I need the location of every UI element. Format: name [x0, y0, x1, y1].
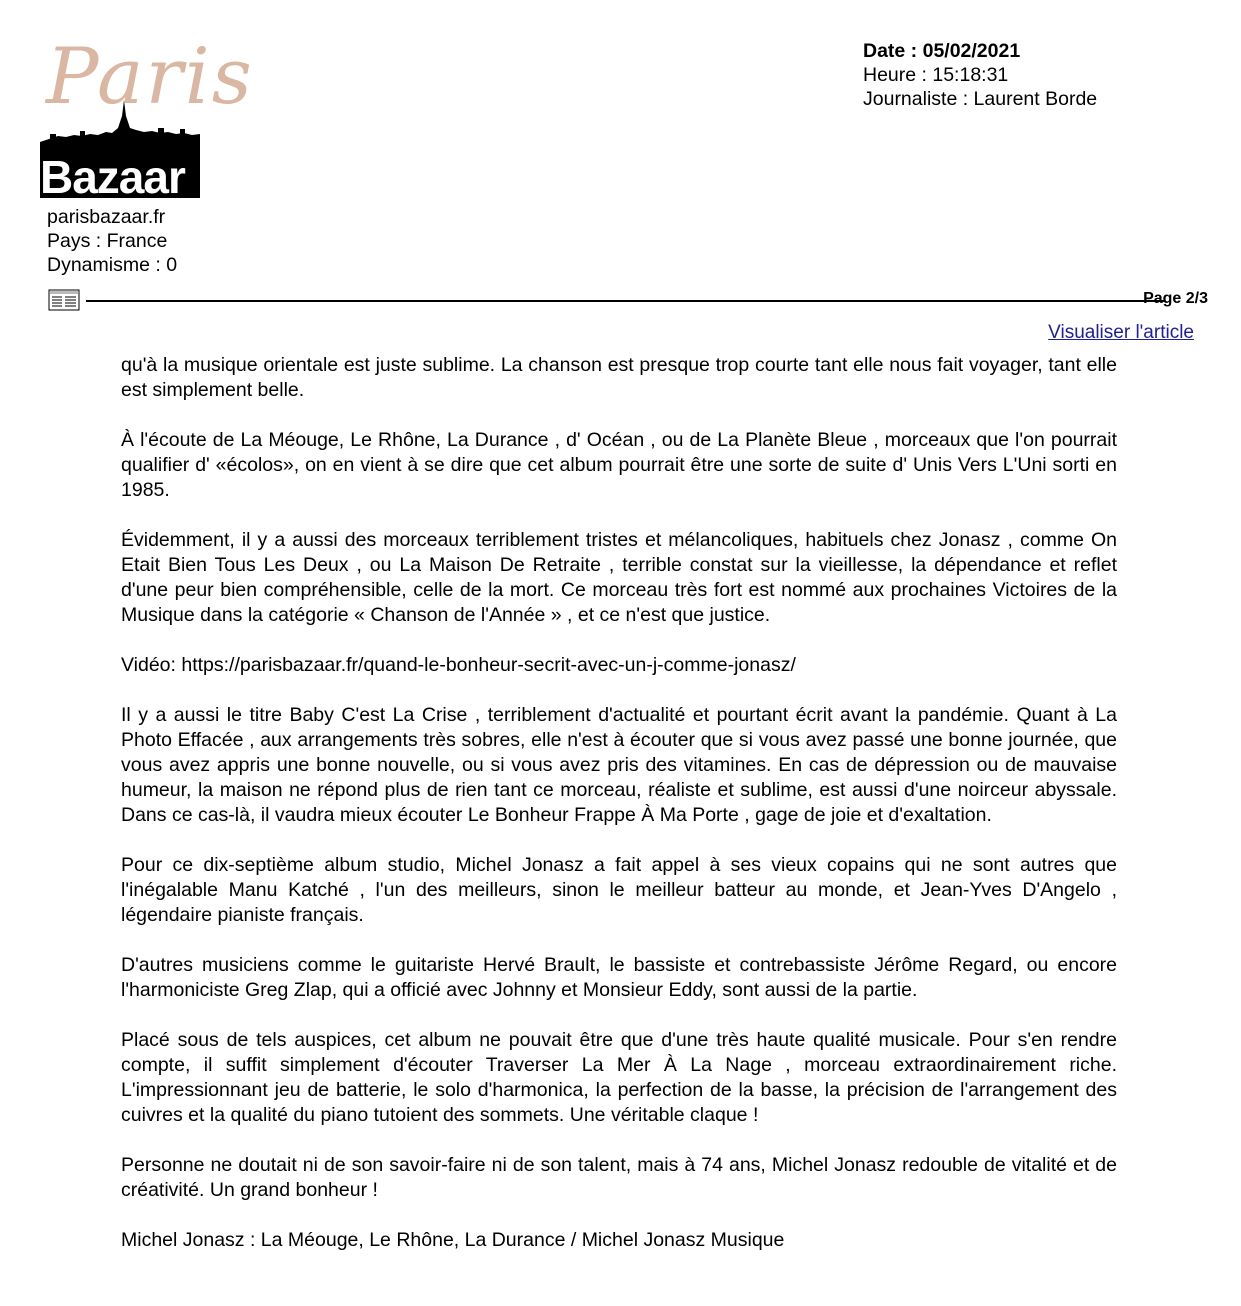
article-paragraph: Personne ne doutait ni de son savoir-faire ni de son talent, mais à 74 ans, Michel Jonasz redouble de vitalité et de créativité. Un grand bonheur !: [121, 1154, 1117, 1201]
article-paragraph: Il y a aussi le titre Baby C'est La Crise , terriblement d'actualité et pourtant écrit avant la pandémie. Quant à La Photo Effacée , aux arrangements très sobres, elle n'est à écouter que si vous avez passé une bonne journée, que vous avez appris une bonne nouvelle, ou si vous avez pris des vitamines. En cas de dépression ou de mauvaise humeur, la maison ne répond plus de rien tant ce morceau, réaliste et sublime, est aussi d'une noirceur abyssale. Dans ce cas-là, il vaudra mieux écouter Le Bonheur Frappe À Ma Porte , gage de joie et d'exaltation.: [121, 704, 1117, 826]
page-number: Page 2/3: [1143, 290, 1208, 307]
article-paragraph: Placé sous de tels auspices, cet album ne pouvait être que d'une très haute qualité musicale. Pour s'en rendre compte, il suffit simplement d'écouter Traverser La Mer À La Nage , morceau extraordinairement riche. L'impressionnant jeu de batterie, le solo d'harmonica, la perfection de la basse, la précision de l'arrangement des cuivres et la qualité du piano tutoient des sommets. Une véritable claque !: [121, 1029, 1117, 1126]
article-paragraph: Michel Jonasz : La Méouge, Le Rhône, La Durance / Michel Jonasz Musique: [121, 1229, 785, 1251]
source-info: [47, 205, 177, 277]
article-paragraph: qu'à la musique orientale est juste sublime. La chanson est presque trop courte tant elle nous fait voyager, tant elle est simplement belle.: [121, 354, 1117, 401]
article-meta: [863, 39, 1097, 111]
source-site: parisbazaar.fr: [47, 206, 166, 228]
article-paragraph: Vidéo: https://parisbazaar.fr/quand-le-bonheur-secrit-avec-un-j-comme-jonasz/: [121, 654, 796, 676]
logo-script-text: Paris: [46, 32, 254, 122]
logo-word-text: Bazaar: [40, 151, 185, 203]
article-paragraph: Évidemment, il y a aussi des morceaux terriblement tristes et mélancoliques, habituels chez Jonasz , comme On Etait Bien Tous Les Deux , ou La Maison De Retraite , terrible constat sur la vieillesse, la dépendance et reflet d'une peur bien compréhensible, celle de la mort. Ce morceau très fort est nommé aux prochaines Victoires de la Musique dans la catégorie « Chanson de l'Année » , et ce n'est que justice.: [121, 529, 1117, 626]
article-paragraph: D'autres musiciens comme le guitariste Hervé Brault, le bassiste et contrebassiste Jérôme Regard, ou encore l'harmoniciste Greg Zlap, qui a officié avec Johnny et Monsieur Eddy, sont aussi de la partie.: [121, 954, 1117, 1001]
article-date: Date : 05/02/2021: [863, 40, 1021, 62]
source-country: Pays : France: [47, 230, 168, 252]
source-dynamism: Dynamisme : 0: [47, 254, 178, 276]
article-paragraph: À l'écoute de La Méouge, Le Rhône, La Durance , d' Océan , ou de La Planète Bleue , morceaux que l'on pourrait qualifier d' «écolos», on en vient à se dire que cet album pourrait être une sorte de suite d' Unis Vers L'Uni sorti en 1985.: [121, 429, 1117, 501]
article-body: [121, 353, 1117, 1278]
document-icon: [48, 289, 80, 311]
site-logo: [40, 32, 254, 203]
article-time: Heure : 15:18:31: [863, 64, 1009, 86]
page-divider: [48, 289, 1208, 313]
divider-line: [86, 300, 1164, 302]
article-journalist: Journaliste : Laurent Borde: [863, 88, 1098, 110]
view-article-link[interactable]: Visualiser l'article: [1048, 322, 1194, 343]
article-paragraph: Pour ce dix-septième album studio, Michel Jonasz a fait appel à ses vieux copains qui ne sont autres que l'inégalable Manu Katché , l'un des meilleurs, sinon le meilleur batteur au monde, et Jean-Yves D'Angelo , légendaire pianiste français.: [121, 854, 1117, 926]
